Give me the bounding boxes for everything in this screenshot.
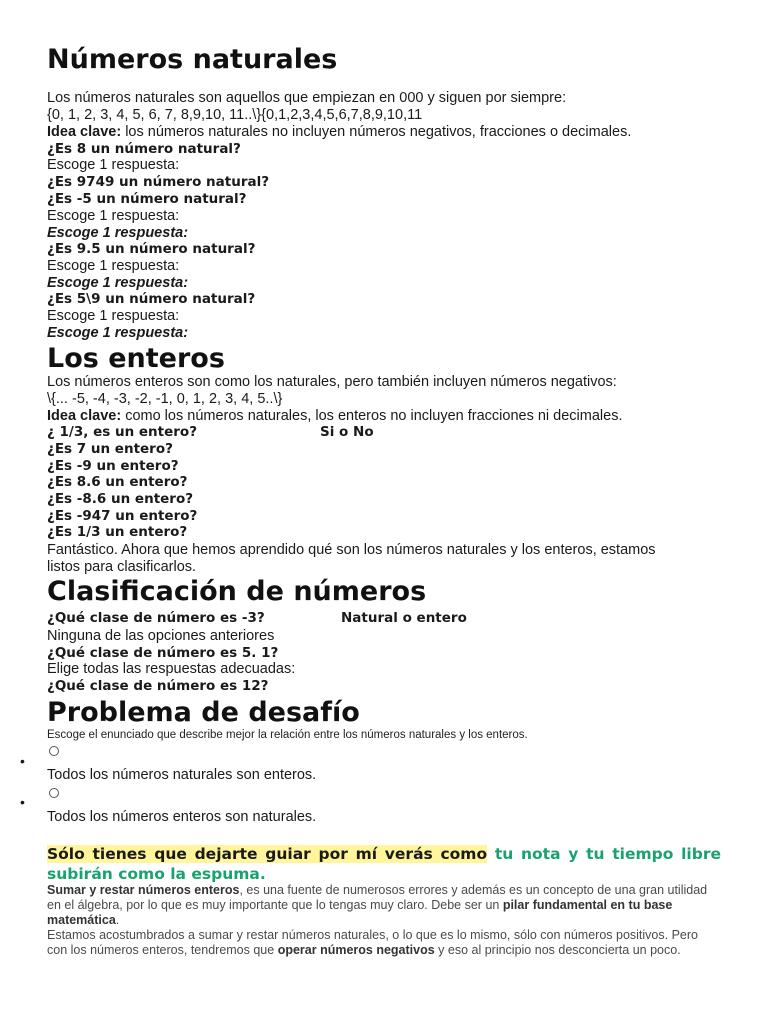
question-1: ¿Es 8 un número natural? xyxy=(47,141,241,157)
question-clase-3: ¿Qué clase de número es 12? xyxy=(47,678,269,694)
naturales-intro: Los números naturales son aquellos que empiezan en 000 y siguen por siempre: xyxy=(47,90,567,106)
answer-prompt: Escoge 1 respuesta: xyxy=(47,157,180,173)
radio-option-2[interactable] xyxy=(49,788,59,798)
section-title-naturales: Números naturales xyxy=(47,44,338,75)
enteros-outro-2: listos para clasificarlos. xyxy=(47,559,197,575)
question-3: ¿Es -5 un número natural? xyxy=(47,191,247,207)
question-enteros-7: ¿Es 1/3 un entero? xyxy=(47,524,188,540)
question-enteros-1: ¿ 1/3, es un entero? xyxy=(47,424,198,440)
question-enteros-6: ¿Es -947 un entero? xyxy=(47,508,198,524)
si-o-no-label: Si o No xyxy=(320,424,374,440)
enteros-set: \{... -5, -4, -3, -2, -1, 0, 1, 2, 3, 4, 5..\} xyxy=(47,391,283,407)
naturales-set: {0, 1, 2, 3, 4, 5, 6, 7, 8,9,10, 11..\}{0,1,2,3,4,5,6,7,8,9,10,11 xyxy=(47,107,423,123)
answer-prompt: Escoge 1 respuesta: xyxy=(47,208,180,224)
question-enteros-5: ¿Es -8.6 un entero? xyxy=(47,491,194,507)
question-clase-2: ¿Qué clase de número es 5. 1? xyxy=(47,645,279,661)
question-4: ¿Es 9.5 un número natural? xyxy=(47,241,256,257)
challenge-prompt: Escoge el enunciado que describe mejor la relación entre los números naturales y los enteros. xyxy=(47,729,528,741)
section-title-enteros: Los enteros xyxy=(47,343,225,374)
bullet-1: • xyxy=(20,753,25,769)
naturales-key-idea: Idea clave: los números naturales no incluyen números negativos, fracciones o decimales. xyxy=(47,124,632,140)
section-title-clasificacion: Clasificación de números xyxy=(47,576,427,607)
question-enteros-4: ¿Es 8.6 un entero? xyxy=(47,474,188,490)
promo-paragraph-2: Estamos acostumbrados a sumar y restar números naturales, o lo que es lo mismo, sólo con números positivos. Pero con los números enteros, tendremos que operar números negativos y eso al principio nos desconcierta un poco. xyxy=(47,928,698,957)
promo-quote: Sólo tienes que dejarte guiar por mí verás como tu nota y tu tiempo libre subirán como la espuma. xyxy=(47,845,721,883)
question-2: ¿Es 9749 un número natural? xyxy=(47,174,270,190)
question-5: ¿Es 5\9 un número natural? xyxy=(47,291,256,307)
answer-prompt: Escoge 1 respuesta: xyxy=(47,308,180,324)
answer-select-all: Elige todas las respuestas adecuadas: xyxy=(47,661,296,677)
option-2-label[interactable]: Todos los números enteros son naturales. xyxy=(47,809,317,825)
bullet-2: • xyxy=(20,794,25,810)
enteros-intro: Los números enteros son como los naturales, pero también incluyen números negativos: xyxy=(47,374,617,390)
natural-o-entero-label: Natural o entero xyxy=(341,610,467,626)
answer-prompt-italic: Escoge 1 respuesta: xyxy=(47,275,189,291)
radio-option-1[interactable] xyxy=(49,746,59,756)
option-1-label[interactable]: Todos los números naturales son enteros. xyxy=(47,767,317,783)
question-clase-1: ¿Qué clase de número es -3? xyxy=(47,610,265,626)
promo-paragraph-1: Sumar y restar números enteros, es una fuente de numerosos errores y además es un concepto de una gran utilidad en el álgebra, por lo que es muy importante que lo tengas muy claro. Debe ser un pilar fundamental en tu base matemática. xyxy=(47,883,708,927)
answer-prompt-italic: Escoge 1 respuesta: xyxy=(47,325,189,341)
answer-none: Ninguna de las opciones anteriores xyxy=(47,628,275,644)
question-enteros-3: ¿Es -9 un entero? xyxy=(47,458,179,474)
answer-prompt-italic: Escoge 1 respuesta: xyxy=(47,225,189,241)
question-enteros-2: ¿Es 7 un entero? xyxy=(47,441,173,457)
answer-prompt: Escoge 1 respuesta: xyxy=(47,258,180,274)
section-title-desafio: Problema de desafío xyxy=(47,697,360,728)
enteros-outro-1: Fantástico. Ahora que hemos aprendido qué son los números naturales y los enteros, estamos xyxy=(47,542,656,558)
enteros-key-idea: Idea clave: como los números naturales, los enteros no incluyen fracciones ni decimales. xyxy=(47,408,623,424)
